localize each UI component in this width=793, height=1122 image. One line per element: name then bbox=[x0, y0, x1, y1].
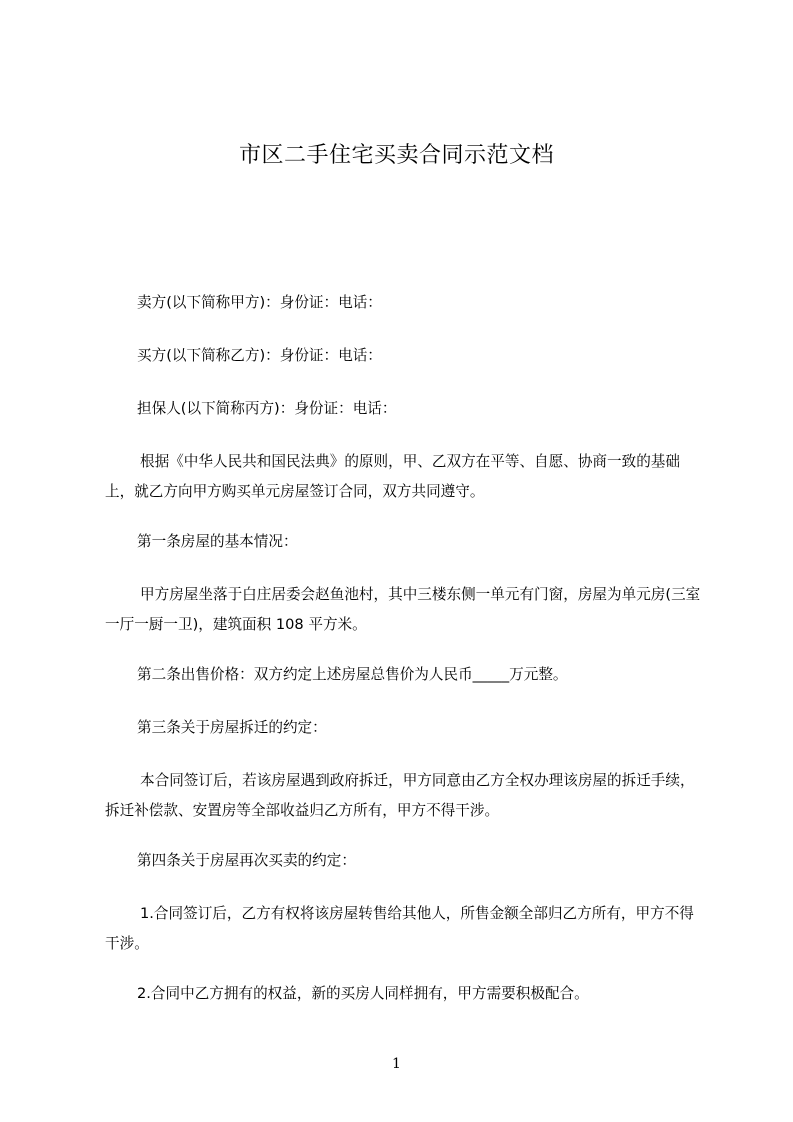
seller-info-line: 卖方(以下简称甲方)：身份证：电话： bbox=[137, 294, 382, 311]
preamble-paragraph: 根据《中华人民共和国民法典》的原则，甲、乙双方在平等、自愿、协商一致的基础上，就乙方向甲方购买单元房屋签订合同，双方共同遵守。 bbox=[105, 453, 680, 500]
article-4-item-1: 1.合同签订后，乙方有权将该房屋转售给其他人，所售金额全部归乙方所有，甲方不得干涉。 bbox=[105, 905, 694, 952]
guarantor-info-line: 担保人(以下简称丙方)：身份证：电话： bbox=[137, 400, 397, 417]
document-title: 市区二手住宅买卖合同示范文档 bbox=[238, 143, 554, 168]
article-1-body: 甲方房屋坐落于白庄居委会赵鱼池村，其中三楼东侧一单元有门窗，房屋为单元房(三室一厅一厨一卫)，建筑面积 108 平方米。 bbox=[105, 586, 701, 633]
article-1-heading: 第一条房屋的基本情况： bbox=[137, 533, 298, 550]
buyer-info-line: 买方(以下简称乙方)：身份证：电话： bbox=[137, 347, 382, 364]
article-4-heading: 第四条关于房屋再次买卖的约定： bbox=[137, 852, 356, 869]
article-2-paragraph: 第二条出售价格：双方约定上述房屋总售价为人民币_____万元整。 bbox=[137, 666, 568, 683]
page-number: 1 bbox=[392, 1056, 401, 1072]
article-4-item-2: 2.合同中乙方拥有的权益，新的买房人同样拥有，甲方需要积极配合。 bbox=[137, 985, 589, 1002]
article-3-heading: 第三条关于房屋拆迁的约定： bbox=[137, 719, 327, 736]
article-3-body: 本合同签订后，若该房屋遇到政府拆迁，甲方同意由乙方全权办理该房屋的拆迁手续，拆迁补偿款、安置房等全部收益归乙方所有，甲方不得干涉。 bbox=[105, 772, 695, 819]
